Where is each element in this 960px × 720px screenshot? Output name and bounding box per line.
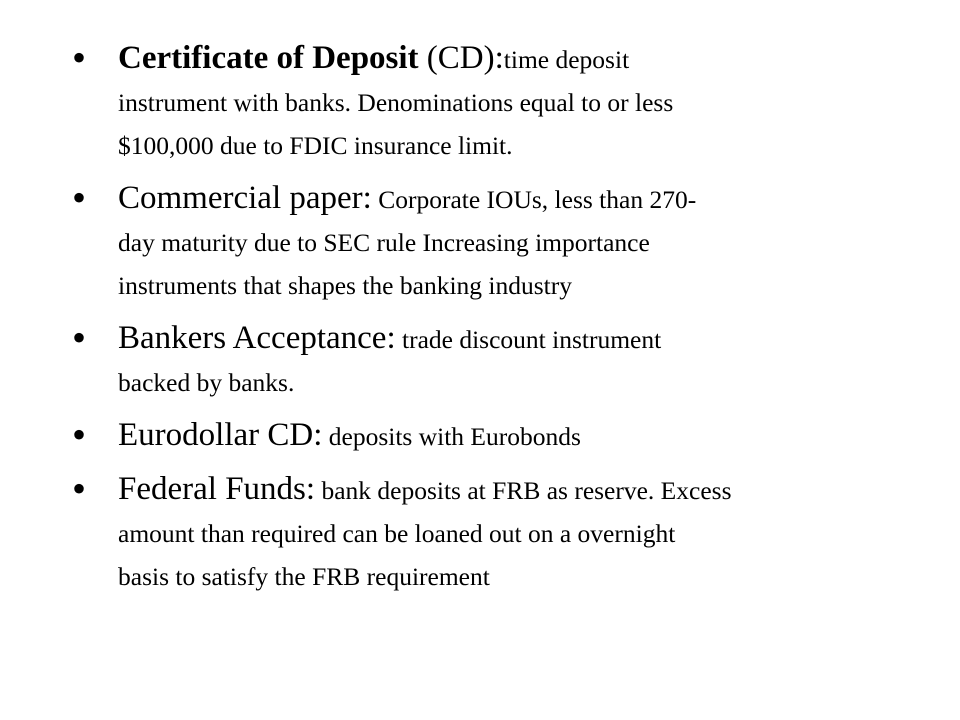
bullet-item-federal-funds xyxy=(72,467,732,601)
description-bankers-acceptance: trade discount instrument backed by banks. xyxy=(118,325,662,397)
description-federal-funds: bank deposits at FRB as reserve. Excess amount than required can be loaned out on a overnight basis to satisfy the FRB requirement xyxy=(118,476,732,591)
description-certificate-of-deposit: time deposit instrument with banks. Denominations equal to or less $100,000 due to FDIC insurance limit. xyxy=(118,45,674,160)
bullet-dot-icon: • xyxy=(72,466,87,511)
bullet-list xyxy=(72,36,732,601)
term-commercial-paper: Commercial paper: xyxy=(118,180,372,216)
term-cd-suffix: (CD): xyxy=(418,40,504,76)
bullet-item-certificate-of-deposit xyxy=(72,36,732,170)
term-bankers-acceptance: Bankers Acceptance: xyxy=(118,320,396,356)
bullet-item-commercial-paper xyxy=(72,176,732,310)
bullet-dot-icon: • xyxy=(72,315,87,360)
term-federal-funds: Federal Funds: xyxy=(118,471,316,507)
description-commercial-paper: Corporate IOUs, less than 270-day maturity due to SEC rule Increasing importance instruments that shapes the banking industry xyxy=(118,185,697,300)
bullet-dot-icon: • xyxy=(72,35,87,80)
bullet-item-eurodollar-cd xyxy=(72,413,732,461)
term-certificate-of-deposit: Certificate of Deposit xyxy=(118,40,419,76)
description-eurodollar-cd: deposits with Eurobonds xyxy=(322,422,581,451)
bullet-dot-icon: • xyxy=(72,175,87,220)
bullet-dot-icon: • xyxy=(72,412,87,457)
bullet-item-bankers-acceptance xyxy=(72,316,732,407)
term-eurodollar-cd: Eurodollar CD: xyxy=(118,417,323,453)
